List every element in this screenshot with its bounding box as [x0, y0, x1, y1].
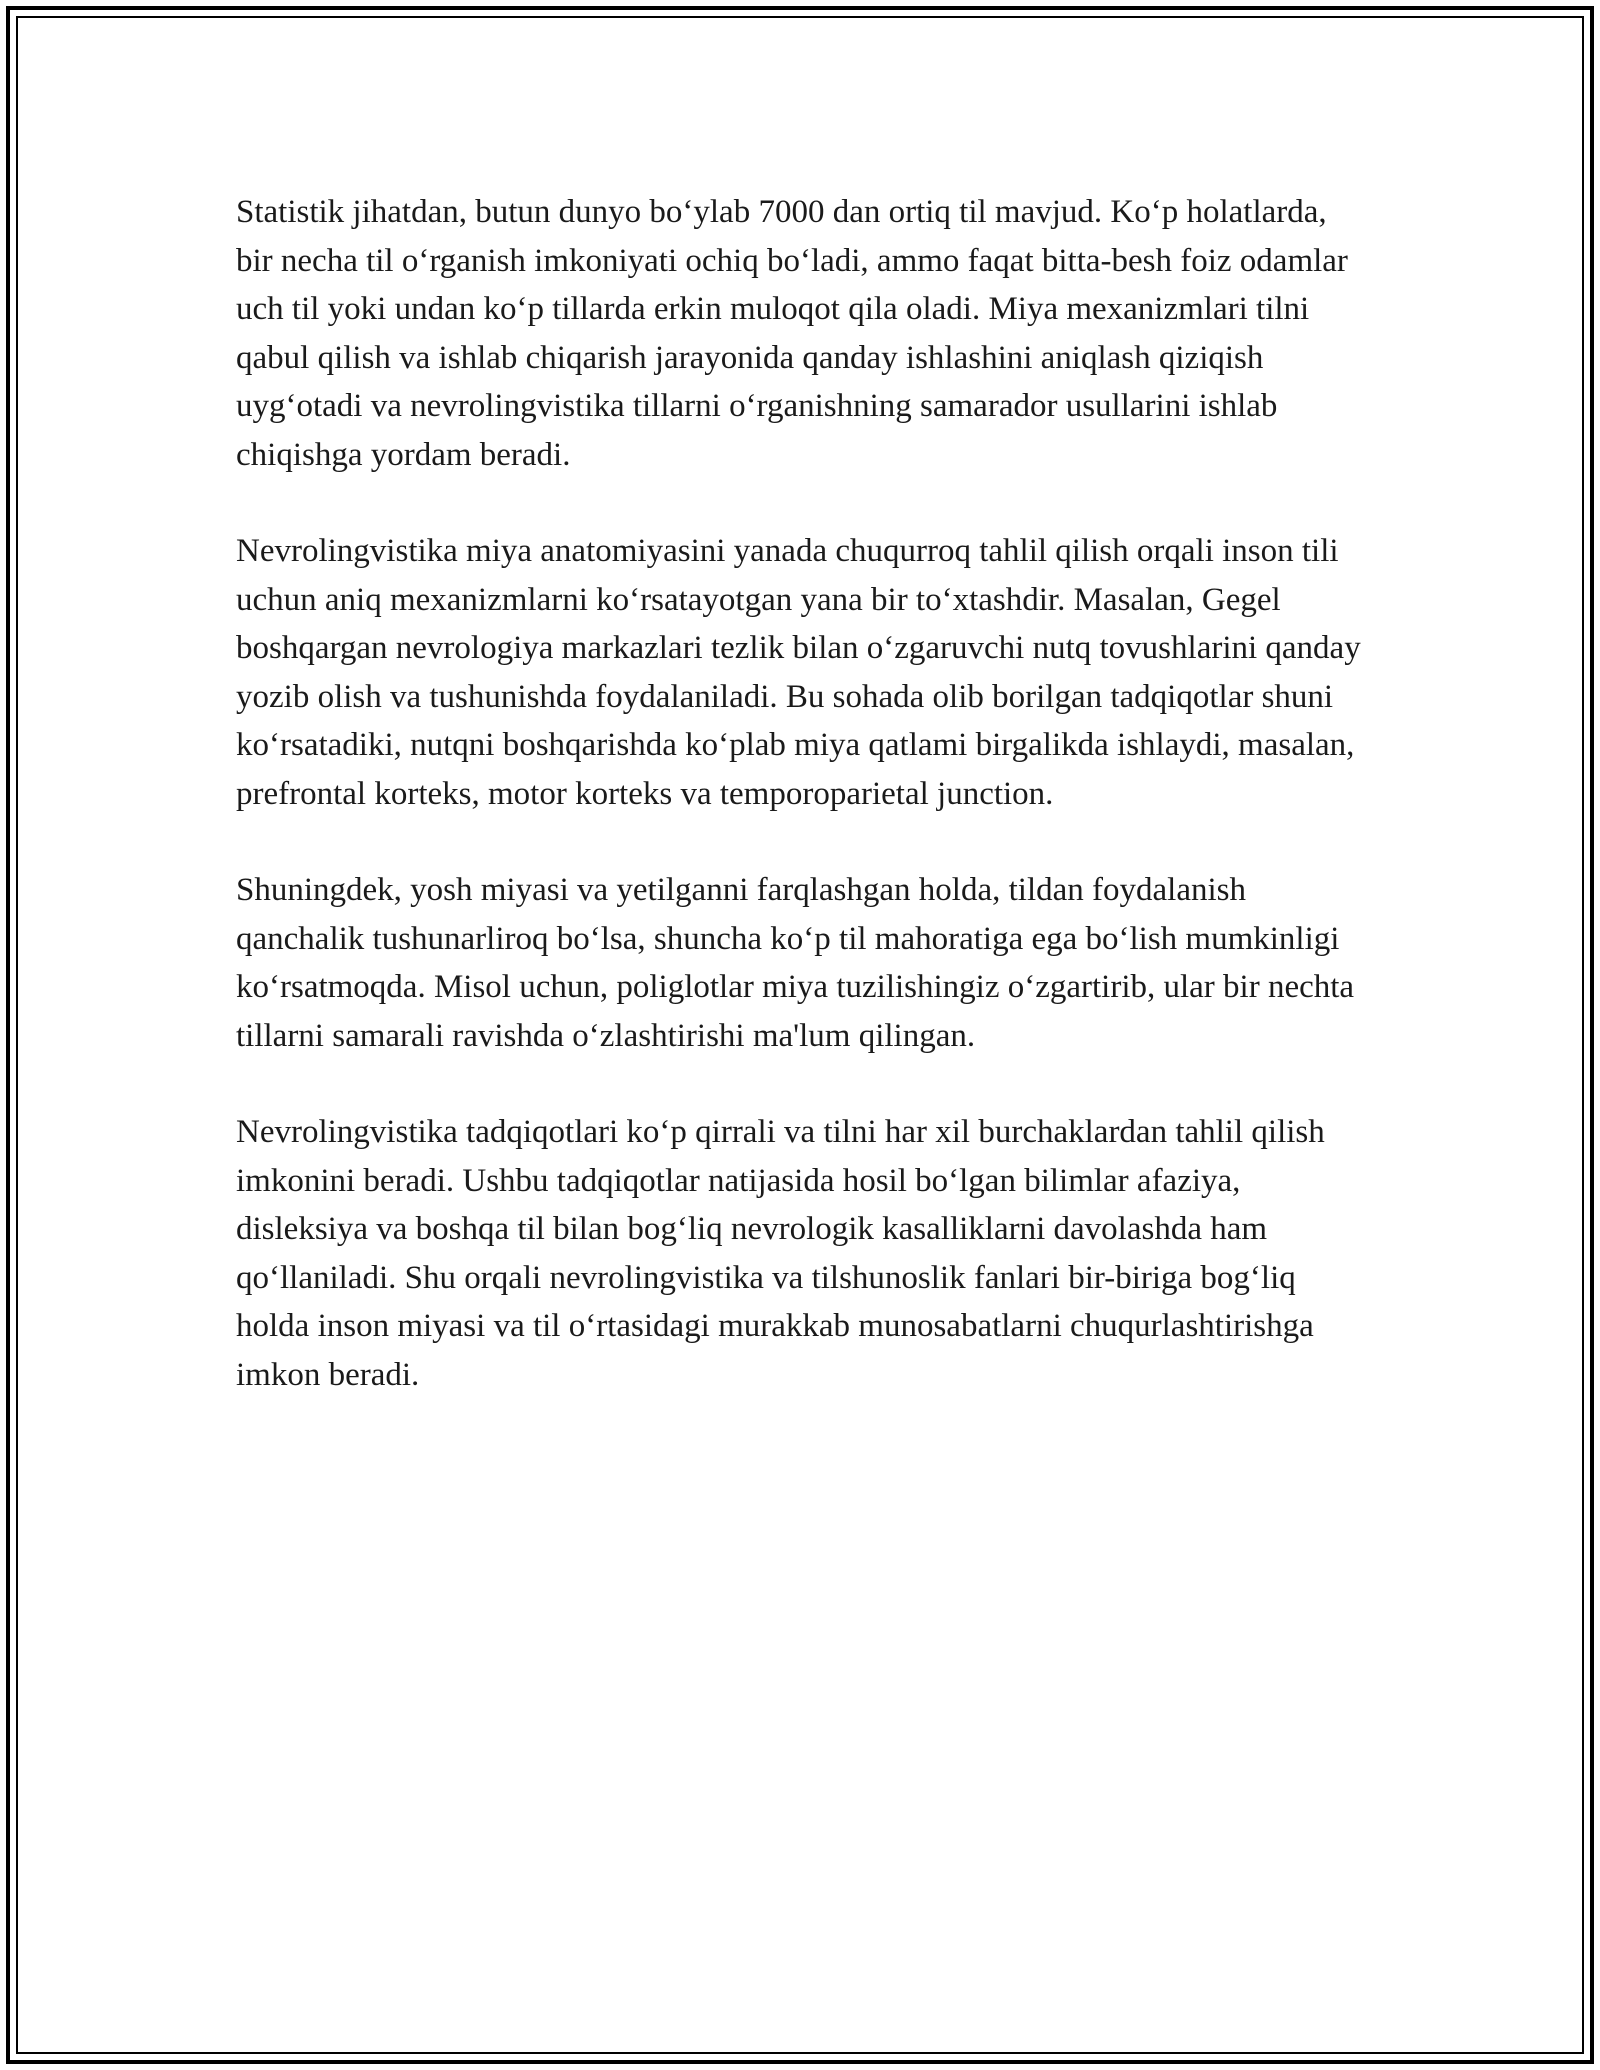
paragraph-3: Shuningdek, yosh miyasi va yetilganni farqlashgan holda, tildan foydalanish qanchalik tushunarliroq bo‘lsa, shuncha ko‘p til mahoratiga ega bo‘lish mumkinligi ko‘rsatmoqda. Misol uchun, poliglotlar miya tuzilishingiz o‘zgartirib, ular bir nechta tillarni samarali ravishda o‘zlashtirishi ma'lum qilingan.	[236, 872, 1355, 1054]
paragraph-4: Nevrolingvistika tadqiqotlari ko‘p qirrali va tilni har xil burchaklardan tahlil qilish imkonini beradi. Ushbu tadqiqotlar natijasida hosil bo‘lgan bilimlar afaziya, disleksiya va boshqa til bilan bog‘liq nevrologik kasalliklarni davolashda ham qo‘llaniladi. Shu orqali nevrolingvistika va tilshunoslik fanlari bir-biriga bog‘liq holda inson miyasi va til o‘rtasidagi murakkab munosabatlarni chuqurlashtirishga imkon beradi.	[236, 1114, 1325, 1393]
paragraph-1: Statistik jihatdan, butun dunyo bo‘ylab 7000 dan ortiq til mavjud. Ko‘p holatlarda, bir necha til o‘rganish imkoniyati ochiq bo‘ladi, ammo faqat bitta-besh foiz odamlar uch til yoki undan ko‘p tillarda erkin muloqot qila oladi. Miya mexanizmlari tilni qabul qilish va ishlab chiqarish jarayonida qanday ishlashini aniqlash qiziqish uyg‘otadi va nevrolingvistika tillarni o‘rganishning samarador usullarini ishlab chiqishga yordam beradi.	[236, 194, 1348, 473]
paragraph-2: Nevrolingvistika miya anatomiyasini yanada chuqurroq tahlil qilish orqali inson tili uchun aniq mexanizmlarni ko‘rsatayotgan yana bir to‘xtashdir. Masalan, Gegel boshqargan nevrologiya markazlari tezlik bilan o‘zgaruvchi nutq tovushlarini qanday yozib olish va tushunishda foydalaniladi. Bu sohada olib borilgan tadqiqotlar shuni ko‘rsatadiki, nutqni boshqarishda ko‘plab miya qatlami birgalikda ishlaydi, masalan, prefrontal korteks, motor korteks va temporoparietal junction.	[236, 533, 1361, 812]
document-body	[236, 188, 1366, 1447]
